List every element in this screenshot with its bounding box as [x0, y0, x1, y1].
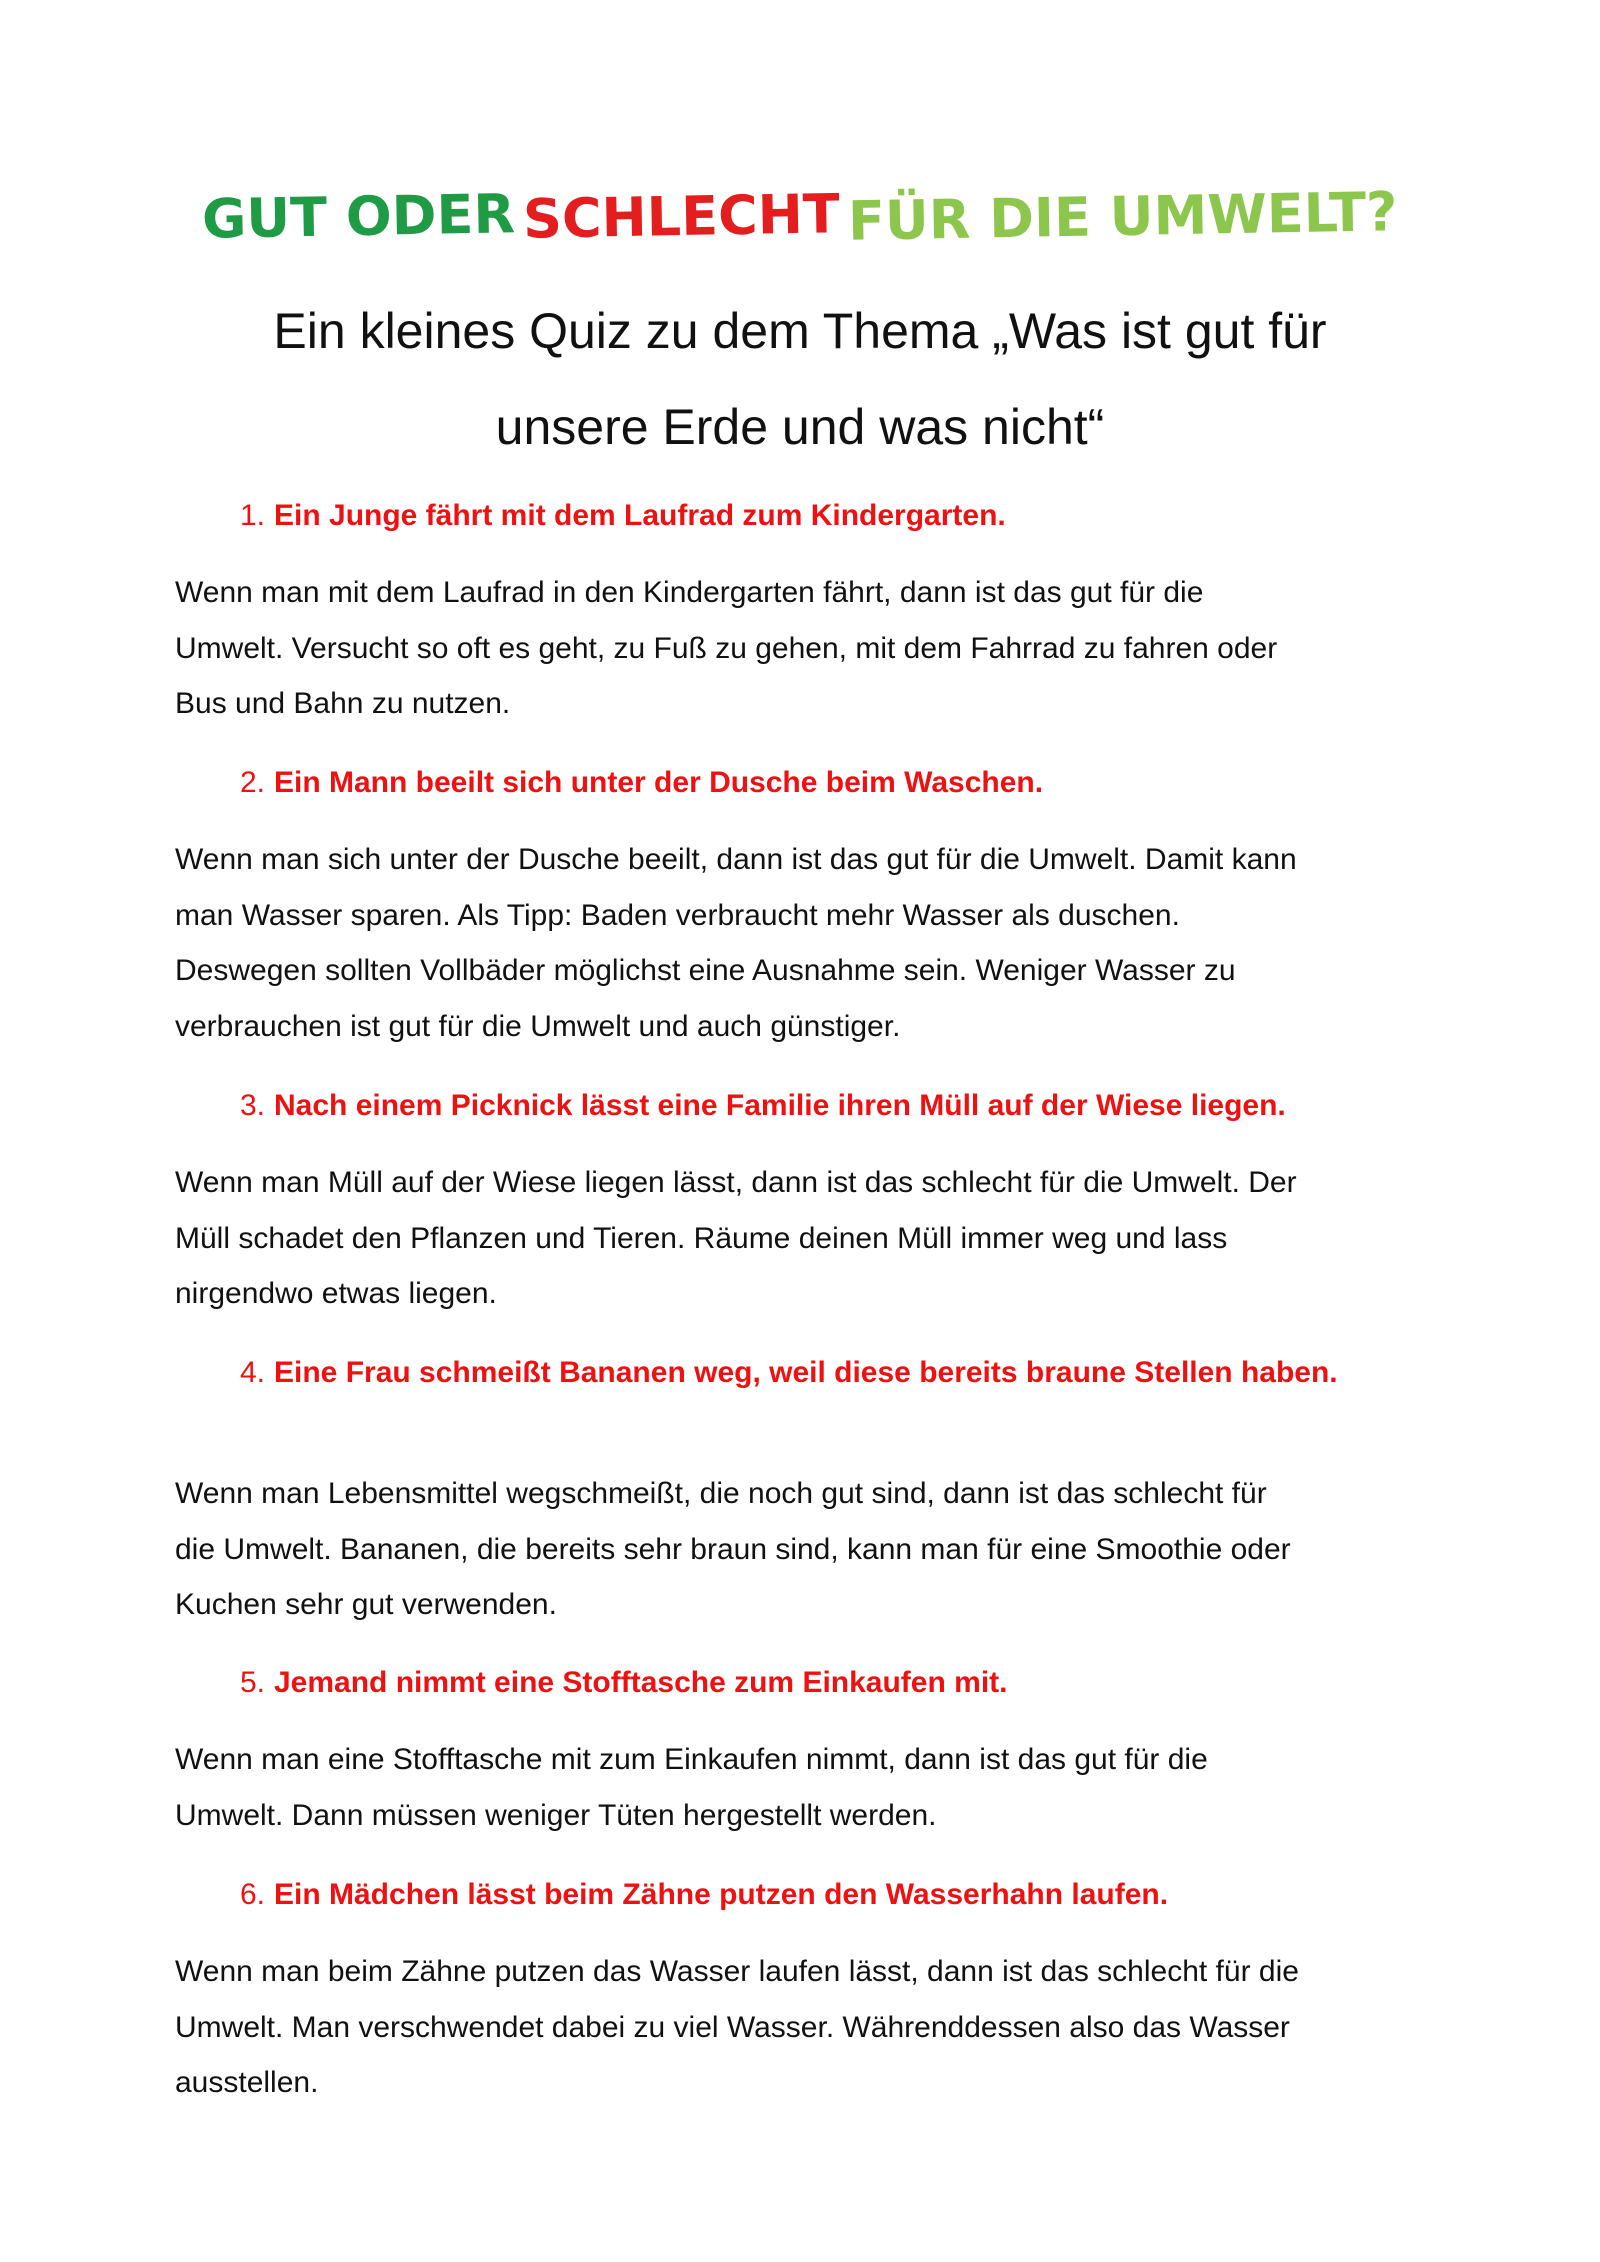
answer-line: Umwelt. Versucht so oft es geht, zu Fuß zu gehen, mit dem Fahrrad zu fahren oder	[175, 631, 1278, 665]
question-text: Ein Mädchen lässt beim Zähne putzen den Wasserhahn laufen.	[274, 1878, 1169, 1911]
question-text: Nach einem Picknick lässt eine Familie ihren Müll auf der Wiese liegen.	[274, 1089, 1286, 1122]
question-number: 3.	[239, 1089, 265, 1122]
answer-line: Kuchen sehr gut verwenden.	[175, 1588, 557, 1622]
answer-line: man Wasser sparen. Als Tipp: Baden verbraucht mehr Wasser als duschen.	[175, 898, 1180, 932]
subtitle-line-1: Ein kleines Quiz zu dem Thema „Was ist gut für	[273, 303, 1327, 359]
answer-paragraph-2	[175, 832, 1415, 1055]
answer-paragraph-3	[175, 1155, 1415, 1322]
answer-line: Umwelt. Man verschwendet dabei zu viel Wasser. Währenddessen also das Wasser	[175, 2010, 1290, 2044]
answer-line: Deswegen sollten Vollbäder möglichst eine Ausnahme sein. Weniger Wasser zu	[175, 954, 1236, 988]
answer-line: Wenn man eine Stofftasche mit zum Einkaufen nimmt, dann ist das gut für die	[175, 1743, 1208, 1776]
question-number: 5.	[239, 1666, 265, 1699]
question-text: Ein Mann beeilt sich unter der Dusche beim Waschen.	[274, 766, 1044, 799]
answer-line: die Umwelt. Bananen, die bereits sehr braun sind, kann man für eine Smoothie oder	[175, 1532, 1291, 1566]
answer-line: Wenn man Lebensmittel wegschmeißt, die noch gut sind, dann ist das schlecht für	[175, 1477, 1267, 1510]
subtitle-line-2: unsere Erde und was nicht“	[495, 399, 1105, 455]
answer-line: Wenn man beim Zähne putzen das Wasser laufen lässt, dann ist das schlecht für die	[175, 1955, 1299, 1988]
quiz-subtitle	[160, 283, 1440, 475]
answer-line: ausstellen.	[175, 2066, 319, 2100]
title-part-for-environment: FÜR DIE UMWELT?	[847, 180, 1399, 253]
page-title	[0, 180, 1600, 253]
answer-paragraph-4	[175, 1466, 1415, 1633]
question-text: Ein Junge fährt mit dem Laufrad zum Kindergarten.	[274, 499, 1006, 532]
title-part-good-or: GUT ODER	[201, 182, 516, 251]
answer-line: Wenn man mit dem Laufrad in den Kindergarten fährt, dann ist das gut für die	[175, 576, 1204, 609]
answer-paragraph-5	[175, 1732, 1415, 1843]
answer-line: Wenn man sich unter der Dusche beeilt, dann ist das gut für die Umwelt. Damit kann	[175, 843, 1297, 876]
answer-line: Müll schadet den Pflanzen und Tieren. Räume deinen Müll immer weg und lass	[175, 1221, 1228, 1255]
question-number: 4.	[239, 1356, 265, 1389]
answer-line: Bus und Bahn zu nutzen.	[175, 687, 511, 721]
answer-line: Wenn man Müll auf der Wiese liegen lässt, dann ist das schlecht für die Umwelt. Der	[175, 1166, 1297, 1199]
answer-line: nirgendwo etwas liegen.	[175, 1277, 497, 1311]
question-number: 1.	[239, 499, 265, 532]
question-number: 6.	[239, 1878, 265, 1911]
question-number: 2.	[239, 766, 265, 799]
answer-paragraph-1	[175, 565, 1415, 732]
title-part-bad: SCHLECHT	[522, 182, 841, 251]
question-text: Jemand nimmt eine Stofftasche zum Einkaufen mit.	[274, 1666, 1008, 1699]
question-text: Eine Frau schmeißt Bananen weg, weil diese bereits braune Stellen haben.	[274, 1356, 1338, 1389]
answer-paragraph-6	[175, 1944, 1415, 2111]
answer-line: Umwelt. Dann müssen weniger Tüten hergestellt werden.	[175, 1798, 937, 1832]
answer-line: verbrauchen ist gut für die Umwelt und auch günstiger.	[175, 1010, 901, 1044]
